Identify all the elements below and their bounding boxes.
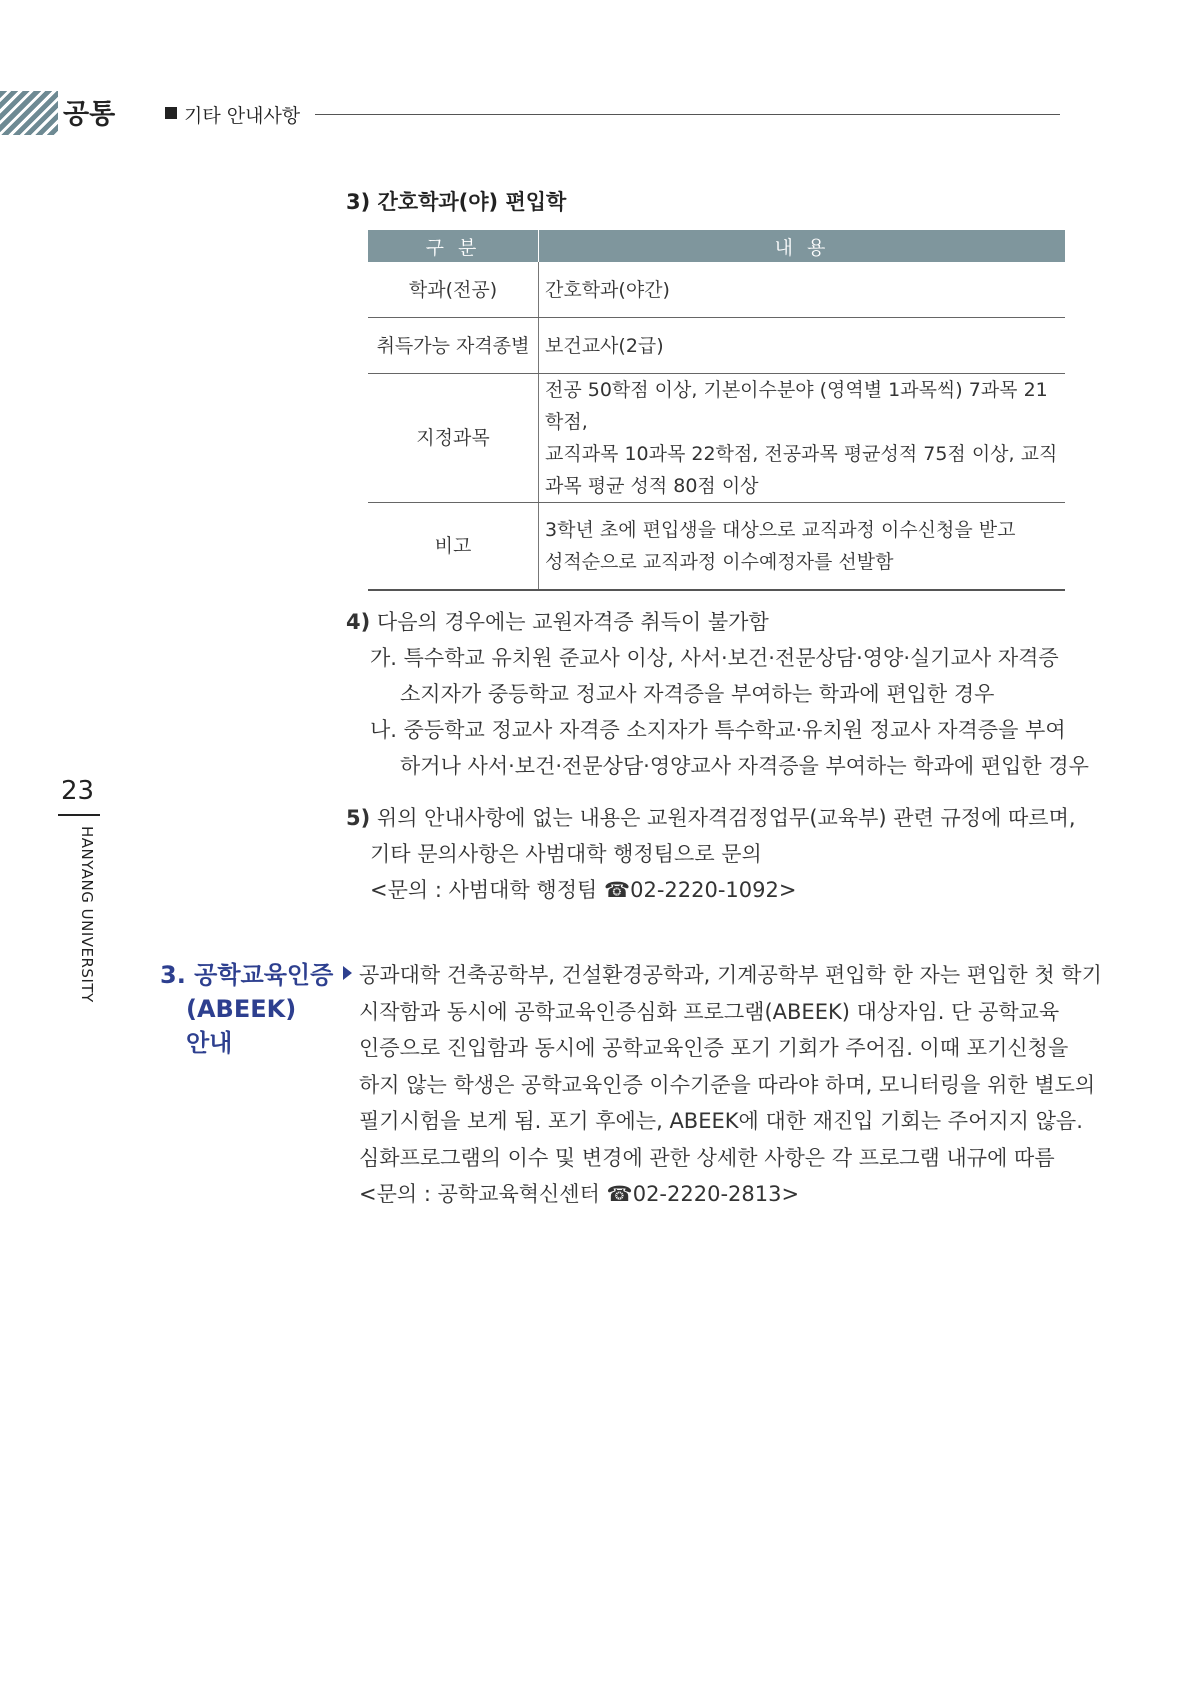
section-title: 공통: [63, 99, 116, 130]
page-number-rule: [58, 814, 100, 816]
table-row: [368, 262, 1065, 318]
item4-sub-a: 가. 특수학교 유치원 준교사 이상, 사서·보건·전문상담·영양·실기교사 자격증: [370, 646, 1059, 670]
item5-contact: <문의 : 사범대학 행정팀 ☎02-2220-1092>: [370, 878, 797, 902]
item4-block: [346, 604, 1089, 784]
abeek-line: 시작함과 동시에 공학교육인증심화 프로그램(ABEEK) 대상자임. 단 공학교육: [359, 999, 1060, 1024]
abeek-line: 심화프로그램의 이수 및 변경에 관한 상세한 사항은 각 프로그램 내규에 따름: [359, 1145, 1055, 1170]
item5-heading: 5) 위의 안내사항에 없는 내용은 교원자격검정업무(교육부) 관련 규정에 따르며,: [346, 806, 1076, 830]
abeek-section-title: 3. 공학교육인증 (ABEEK) 안내: [160, 961, 334, 1057]
row-label: 학과(전공): [368, 262, 539, 318]
row-label: 비고: [368, 503, 539, 591]
header-divider: [315, 114, 1060, 115]
row-label: 지정과목: [368, 374, 539, 503]
item3-title: 3) 간호학과(야) 편입학: [346, 190, 567, 214]
item4-sub-b: 나. 중등학교 정교사 자격증 소지자가 특수학교·유치원 정교사 자격증을 부여: [370, 718, 1066, 742]
table-row: [368, 318, 1065, 374]
triangle-bullet-icon: [343, 966, 352, 980]
table-row: [368, 374, 1065, 503]
university-name: HANYANG UNIVERSITY: [78, 826, 96, 1003]
row-value: 보건교사(2급): [539, 318, 1066, 374]
abeek-line: 인증으로 진입함과 동시에 공학교육인증 포기 기회가 주어짐. 이때 포기신청을: [359, 1036, 1069, 1060]
table-header-row: [368, 230, 1065, 262]
table-header-content: 내 용: [539, 230, 1066, 262]
abeek-line: 공과대학 건축공학부, 건설환경공학과, 기계공학부 편입학 한 자는 편입한 첫 학기: [359, 963, 1102, 987]
item5-line2: 기타 문의사항은 사범대학 행정팀으로 문의: [370, 842, 762, 866]
table-header-category: 구 분: [368, 230, 539, 262]
item5-block: [346, 800, 1076, 908]
abeek-line: 하지 않는 학생은 공학교육인증 이수기준을 따라야 하며, 모니터링을 위한 별도의: [359, 1072, 1096, 1097]
abeek-contact: <문의 : 공학교육혁신센터 ☎02-2220-2813>: [359, 1182, 800, 1206]
item4-sub-b-cont: 하거나 사서·보건·전문상담·영양교사 자격증을 부여하는 학과에 편입한 경우: [400, 754, 1089, 778]
table-row: [368, 503, 1065, 591]
row-value: 간호학과(야간): [539, 262, 1066, 318]
page-number: 23: [61, 776, 95, 806]
subsection-title: 기타 안내사항: [184, 105, 301, 127]
item4-sub-a-cont: 소지자가 중등학교 정교사 자격증을 부여하는 학과에 편입한 경우: [400, 682, 995, 706]
item4-heading: 4) 다음의 경우에는 교원자격증 취득이 불가함: [346, 610, 769, 634]
row-value: 3학년 초에 편입생을 대상으로 교직과정 이수신청을 받고 성적순으로 교직과정 이수예정자를 선발함: [539, 503, 1066, 591]
square-bullet-icon: [165, 107, 177, 119]
abeek-line: 필기시험을 보게 됨. 포기 후에는, ABEEK에 대한 재진입 기회는 주어지지 않음.: [359, 1109, 1083, 1133]
row-value: 전공 50학점 이상, 기본이수분야 (영역별 1과목씩) 7과목 21학점, 교직과목 10과목 22학점, 전공과목 평균성적 75점 이상, 교직 과목 평균 성적 80점 이상: [539, 374, 1066, 503]
section-hatch-decoration: [0, 91, 58, 135]
abeek-body: [359, 957, 1102, 1213]
row-label: 취득가능 자격종별: [368, 318, 539, 374]
nursing-transfer-table: [368, 230, 1065, 591]
